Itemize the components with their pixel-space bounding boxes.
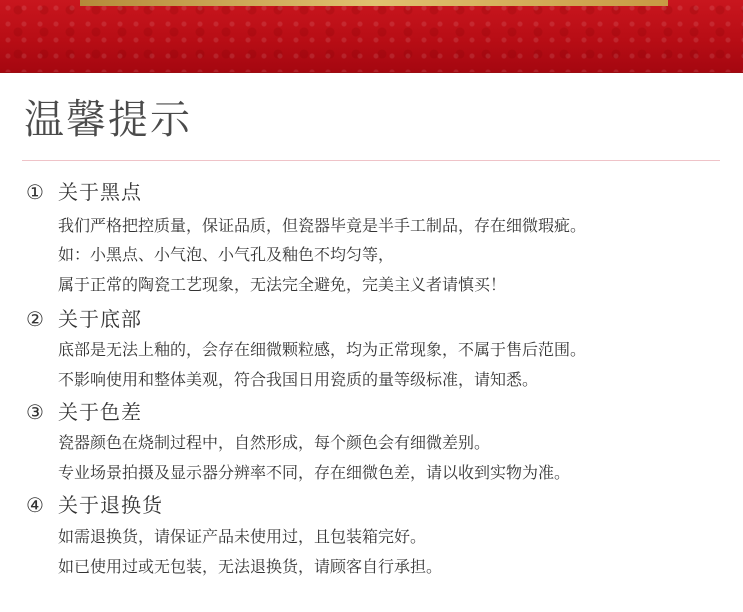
section-number: ③ (26, 400, 44, 424)
section-title: 关于底部 (58, 307, 142, 331)
notice-line: 不影响使用和整体美观，符合我国日用瓷质的量等级标准，请知悉。 (58, 370, 539, 389)
notice-line: 属于正常的陶瓷工艺现象，无法完全避免，完美主义者请慎买！ (58, 275, 507, 294)
notice-line: 底部是无法上釉的，会存在细微颗粒感，均为正常现象，不属于售后范围。 (58, 340, 587, 359)
section-heading (24, 305, 142, 333)
notice-line: 如：小黑点、小气泡、小气孔及釉色不均匀等， (58, 245, 395, 264)
page-title: 温馨提示 (24, 97, 192, 143)
section-title: 关于色差 (58, 400, 142, 424)
notice-line: 专业场景拍摄及显示器分辨率不同，存在细微色差，请以收到实物为准。 (58, 463, 571, 482)
section-heading (24, 491, 163, 519)
title-divider (22, 160, 720, 161)
section-title: 关于黑点 (58, 180, 142, 204)
notice-line: 如需退换货，请保证产品未使用过，且包装箱完好。 (58, 527, 427, 546)
notice-line: 如已使用过或无包装，无法退换货，请顾客自行承担。 (58, 557, 443, 576)
notice-line: 瓷器颜色在烧制过程中，自然形成，每个颜色会有细微差别。 (58, 433, 491, 452)
section-number: ② (26, 307, 44, 331)
section-number: ① (26, 180, 44, 204)
section-number: ④ (26, 493, 44, 517)
decorative-red-banner (0, 0, 743, 73)
notice-line: 我们严格把控质量，保证品质，但瓷器毕竟是半手工制品，存在细微瑕疵。 (58, 216, 587, 235)
section-title: 关于退换货 (58, 493, 163, 517)
section-heading (24, 398, 142, 426)
section-heading (24, 178, 142, 206)
